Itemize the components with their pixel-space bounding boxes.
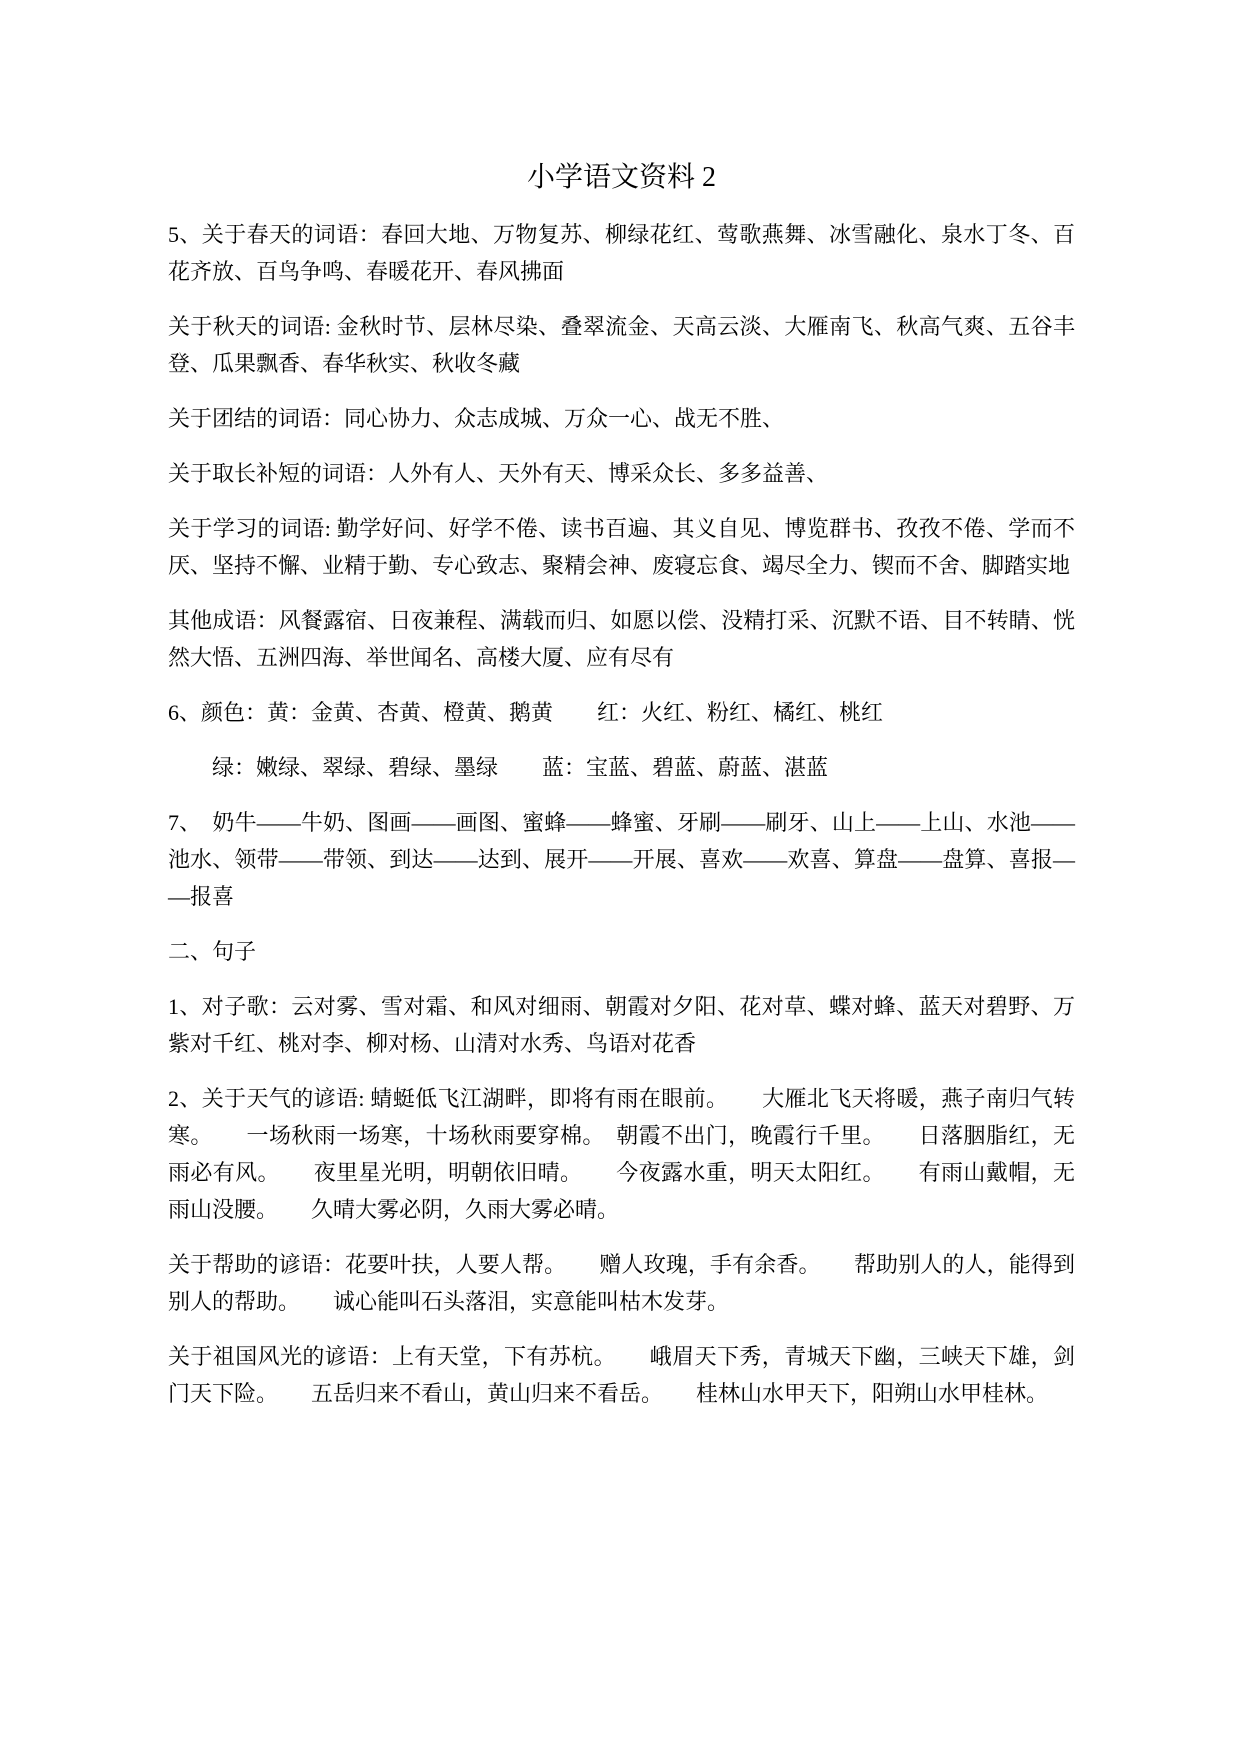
paragraph-couplet-song: 1、对子歌：云对雾、雪对霜、和风对细雨、朝霞对夕阳、花对草、蝶对蜂、蓝天对碧野、万紫对千红、桃对李、柳对杨、山清对水秀、鸟语对花香 [168, 994, 1075, 1056]
paragraph-unity-words: 关于团结的词语：同心协力、众志成城、万众一心、战无不胜、 [168, 406, 785, 431]
paragraph-helping-proverbs: 关于帮助的谚语：花要叶扶，人要人帮。 赠人玫瑰，手有余香。 帮助别人的人，能得到别人的帮助。 诚心能叫石头落泪，实意能叫枯木发芽。 [168, 1252, 1075, 1314]
paragraph-other-idioms: 其他成语：风餐露宿、日夜兼程、满载而归、如愿以偿、没精打采、沉默不语、目不转睛、恍然大悟、五洲四海、举世闻名、高楼大厦、应有尽有 [168, 608, 1075, 670]
paragraph-weather-proverbs: 2、关于天气的谚语: 蜻蜓低飞江湖畔，即将有雨在眼前。 大雁北飞天将暖，燕子南归气转寒。 一场秋雨一场寒，十场秋雨要穿棉。 朝霞不出门，晚霞行千里。 日落胭脂红，无雨必有风。 夜里星光明，明朝依旧晴。 今夜露水重，明天太阳红。 有雨山戴帽，无雨山没腰。 久晴大雾必阴，久雨大雾必晴。 [168, 1086, 1075, 1222]
paragraph-study-words: 关于学习的词语: 勤学好问、好学不倦、读书百遍、其义自见、博览群书、孜孜不倦、学而不厌、坚持不懈、业精于勤、专心致志、聚精会神、废寝忘食、竭尽全力、锲而不舍、脚踏实地 [168, 516, 1075, 578]
section-heading-sentences: 二、句子 [168, 939, 257, 964]
paragraph-learning-from-others-words: 关于取长补短的词语：人外有人、天外有天、博采众长、多多益善、 [168, 461, 829, 486]
document-title: 小学语文资料 2 [526, 162, 716, 193]
paragraph-spring-words: 5、关于春天的词语：春回大地、万物复苏、柳绿花红、莺歌燕舞、冰雪融化、泉水丁冬、百花齐放、百鸟争鸣、春暖花开、春风拂面 [168, 222, 1075, 284]
paragraph-colors-yellow-red: 6、颜色：黄：金黄、杏黄、橙黄、鹅黄 红：火红、粉红、橘红、桃红 [168, 700, 884, 725]
paragraph-autumn-words: 关于秋天的词语: 金秋时节、层林尽染、叠翠流金、天高云淡、大雁南飞、秋高气爽、五谷丰登、瓜果飘香、春华秋实、秋收冬藏 [168, 314, 1075, 376]
paragraph-scenery-proverbs: 关于祖国风光的谚语：上有天堂，下有苏杭。 峨眉天下秀，青城天下幽，三峡天下雄，剑门天下险。 五岳归来不看山，黄山归来不看岳。 桂林山水甲天下，阳朔山水甲桂林。 [168, 1344, 1075, 1406]
paragraph-colors-green-blue: 绿：嫩绿、翠绿、碧绿、墨绿 蓝：宝蓝、碧蓝、蔚蓝、湛蓝 [168, 755, 829, 780]
paragraph-reversible-words: 7、 奶牛——牛奶、图画——画图、蜜蜂——蜂蜜、牙刷——刷牙、山上——上山、水池——池水、领带——带领、到达——达到、展开——开展、喜欢——欢喜、算盘——盘算、喜报——报喜 [168, 810, 1075, 909]
